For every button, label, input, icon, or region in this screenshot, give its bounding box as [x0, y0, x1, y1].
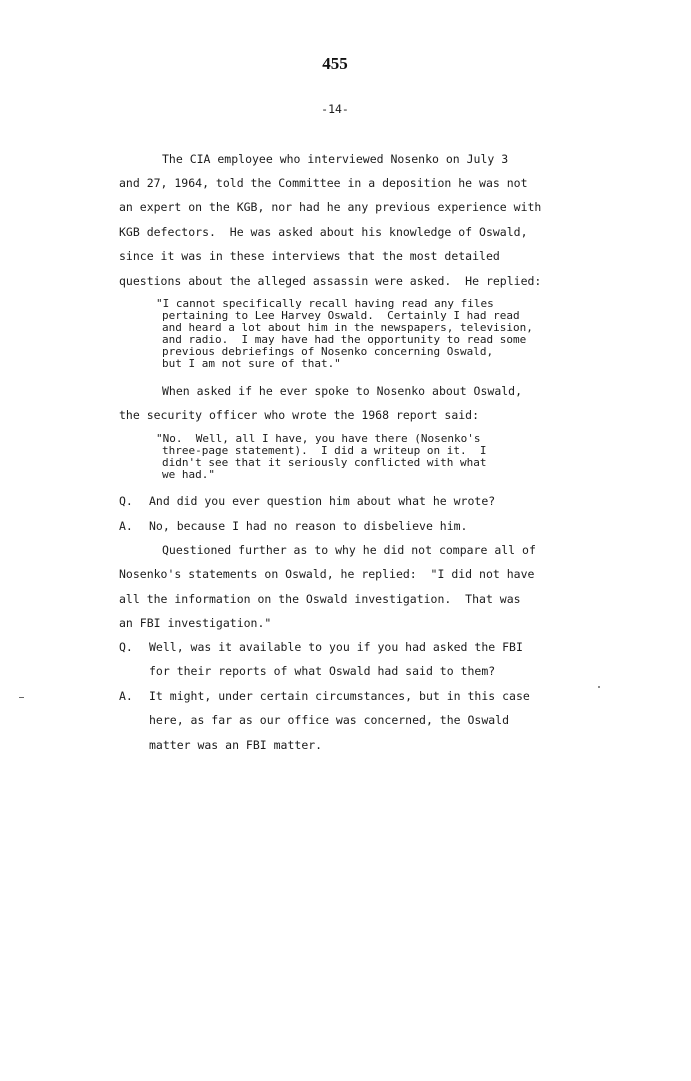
quote-line: pertaining to Lee Harvey Oswald. Certainly I had read [162, 309, 520, 322]
text-line: Questioned further as to why he did not compare all of [162, 543, 536, 557]
answer-text: No, because I had no reason to disbelieve him. [149, 519, 468, 533]
text-line: The CIA employee who interviewed Nosenko on July 3 [162, 152, 509, 166]
scan-artifact-dash [19, 697, 24, 698]
text-line: questions about the alleged assassin were asked. He replied: [119, 274, 542, 288]
text-line: and 27, 1964, told the Committee in a deposition he was not [119, 176, 528, 190]
text-line: an expert on the KGB, nor had he any previous experience with [119, 200, 542, 214]
quote-line: previous debriefings of Nosenko concerning Oswald, [162, 345, 494, 358]
quote-line: three-page statement). I did a writeup on it. I [162, 444, 487, 457]
text-line: the security officer who wrote the 1968 report said: [119, 408, 480, 422]
question-text: Well, was it available to you if you had asked the FBI [149, 640, 523, 654]
quote-line: didn't see that it seriously conflicted with what [162, 456, 487, 469]
quote-line: but I am not sure of that." [162, 357, 341, 370]
quote-line: we had." [162, 468, 215, 481]
quote-line: and radio. I may have had the opportunity to read some [162, 333, 527, 346]
answer-text: It might, under certain circumstances, but in this case [149, 689, 530, 703]
text-line: Nosenko's statements on Oswald, he replied: "I did not have [119, 567, 535, 581]
text-line: since it was in these interviews that the most detailed [119, 249, 500, 263]
page-number: 455 [322, 54, 348, 73]
sub-page-number: -14- [321, 102, 349, 116]
answer-text: here, as far as our office was concerned, the Oswald [149, 713, 510, 727]
scan-artifact-dot [598, 686, 600, 688]
text-line: KGB defectors. He was asked about his knowledge of Oswald, [119, 225, 528, 239]
quote-line: "No. Well, all I have, you have there (Nosenko's [156, 432, 481, 445]
answer-label: A. [119, 689, 133, 703]
text-line: an FBI investigation." [119, 616, 272, 630]
quote-line: "I cannot specifically recall having read any files [156, 297, 494, 310]
question-label: Q. [119, 494, 133, 508]
quote-line: and heard a lot about him in the newspapers, television, [162, 321, 533, 334]
text-line: all the information on the Oswald investigation. That was [119, 592, 521, 606]
answer-label: A. [119, 519, 133, 533]
question-text: for their reports of what Oswald had said to them? [149, 664, 496, 678]
question-label: Q. [119, 640, 133, 654]
text-line: When asked if he ever spoke to Nosenko about Oswald, [162, 384, 523, 398]
question-text: And did you ever question him about what he wrote? [149, 494, 496, 508]
answer-text: matter was an FBI matter. [149, 738, 323, 752]
